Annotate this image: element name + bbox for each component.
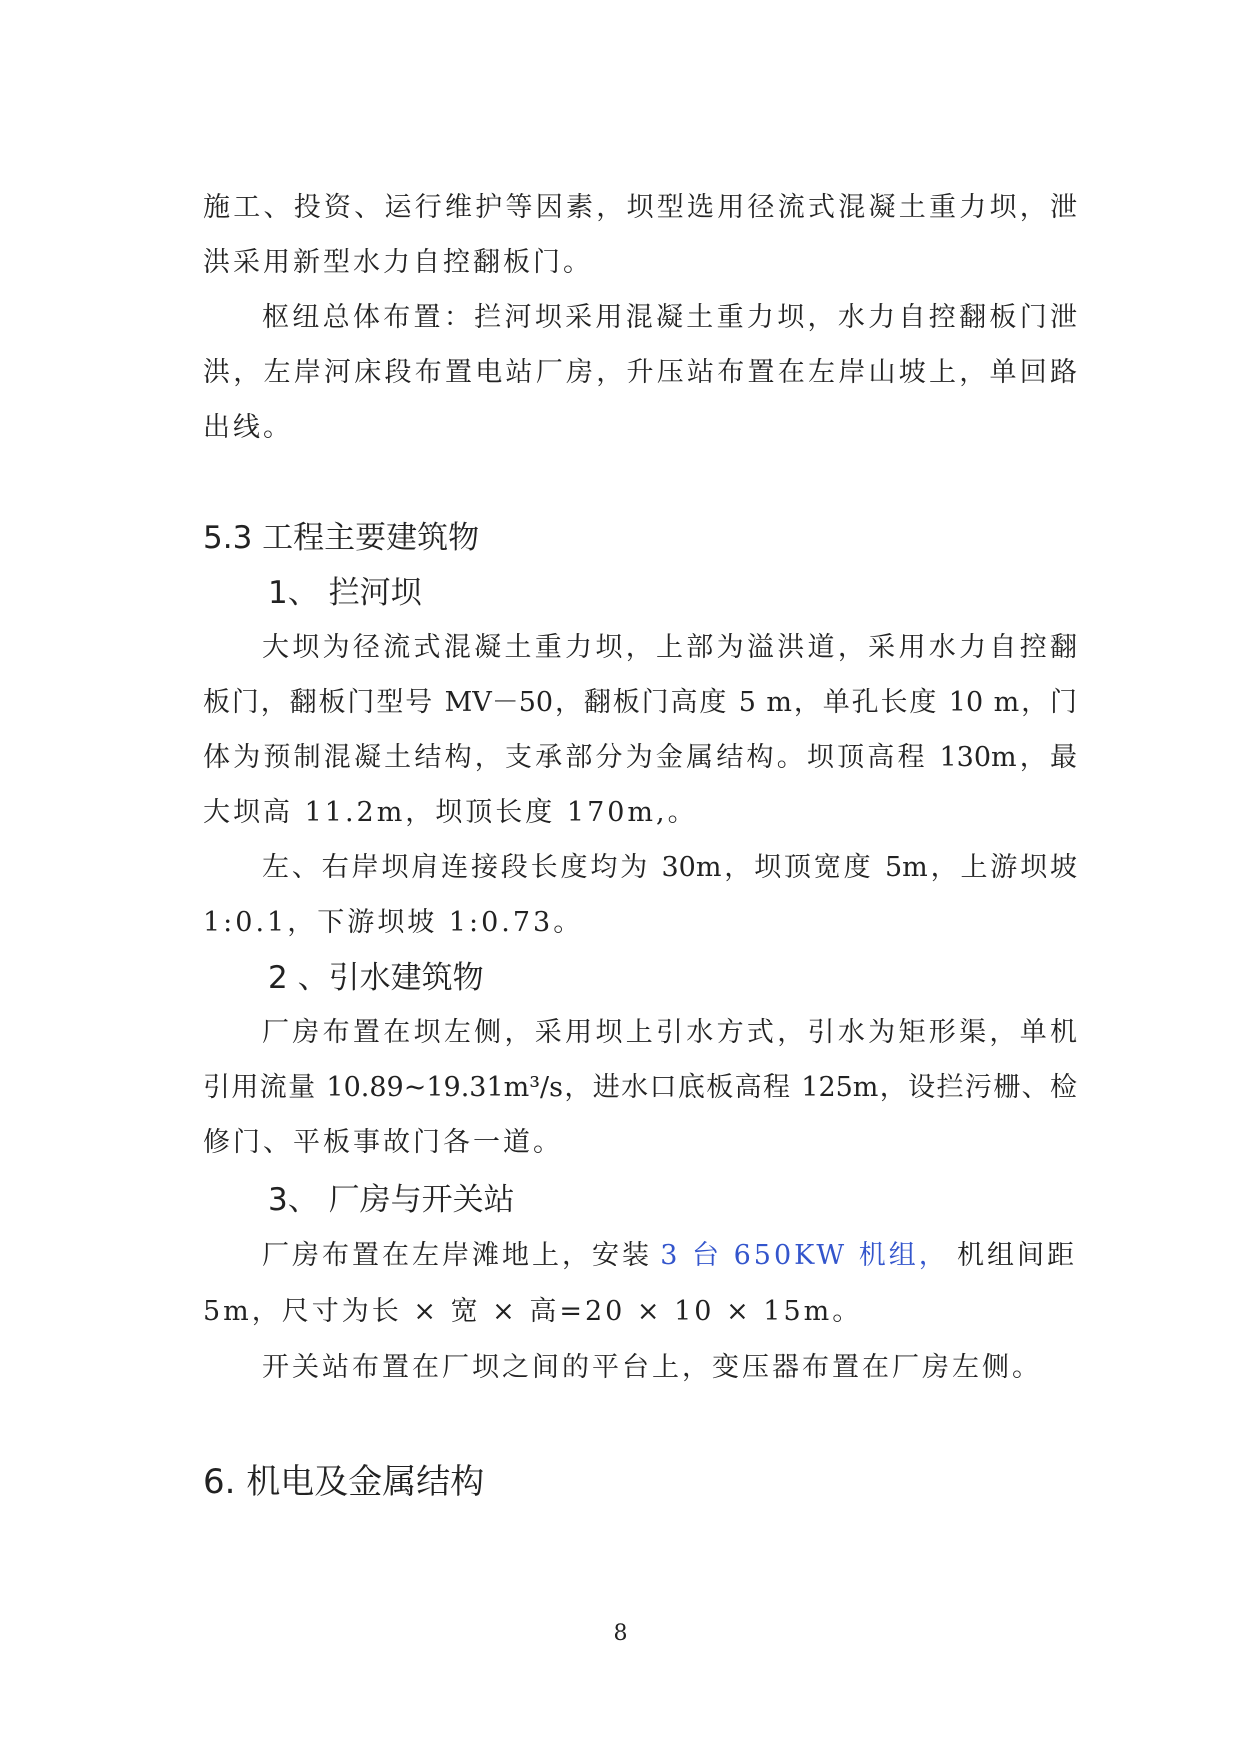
- paragraph-line: [262, 1236, 1077, 1276]
- page-number: 8: [613, 1621, 628, 1646]
- paragraph-line: 5m，尺寸为长 × 宽 × 高=20 × 10 × 15m。: [203, 1296, 863, 1327]
- section-heading-6: 6. 机电及金属结构: [203, 1462, 485, 1502]
- paragraph-line: 大坝为径流式混凝土重力坝，上部为溢洪道，采用水力自控翻: [262, 632, 1077, 663]
- paragraph-line: 引用流量 10.89~19.31m³/s，进水口底板高程 125m，设拦污栅、检: [203, 1072, 1077, 1103]
- paragraph-line: 大坝高 11.2m，坝顶长度 170m,。: [203, 797, 698, 828]
- paragraph-line: 修门、平板事故门各一道。: [203, 1127, 563, 1158]
- paragraph-line: 施工、投资、运行维护等因素，坝型选用径流式混凝土重力坝，泄: [203, 192, 1077, 223]
- paragraph-line: 板门，翻板门型号 MV－50，翻板门高度 5 m，单孔长度 10 m，门: [203, 687, 1077, 718]
- subheading-powerhouse: 3、 厂房与开关站: [268, 1182, 515, 1218]
- subheading-intake: 2 、引水建筑物: [268, 960, 484, 996]
- paragraph-line: 体为预制混凝土结构，支承部分为金属结构。坝顶高程 130m，最: [203, 742, 1077, 773]
- paragraph-line: 左、右岸坝肩连接段长度均为 30m，坝顶宽度 5m，上游坝坡: [262, 852, 1077, 883]
- subheading-dam: 1、 拦河坝: [268, 575, 422, 611]
- paragraph-line: 开关站布置在厂坝之间的平台上，变压器布置在厂房左侧。: [262, 1352, 1042, 1383]
- paragraph-line: 厂房布置在坝左侧，采用坝上引水方式，引水为矩形渠，单机: [262, 1017, 1077, 1048]
- highlighted-text: 3 台 650KW 机组，: [660, 1240, 949, 1271]
- text-segment: 机组间距: [956, 1240, 1077, 1271]
- paragraph-line: 洪，左岸河床段布置电站厂房，升压站布置在左岸山坡上，单回路: [203, 357, 1077, 388]
- paragraph-line: 枢纽总体布置：拦河坝采用混凝土重力坝，水力自控翻板门泄: [262, 302, 1077, 333]
- section-heading-5-3: 5.3 工程主要建筑物: [203, 520, 480, 556]
- paragraph-line: 1:0.1，下游坝坡 1:0.73。: [203, 907, 584, 938]
- text-segment: 厂房布置在左岸滩地上，安装: [262, 1240, 652, 1271]
- paragraph-line: 出线。: [203, 412, 293, 443]
- paragraph-line: 洪采用新型水力自控翻板门。: [203, 247, 593, 278]
